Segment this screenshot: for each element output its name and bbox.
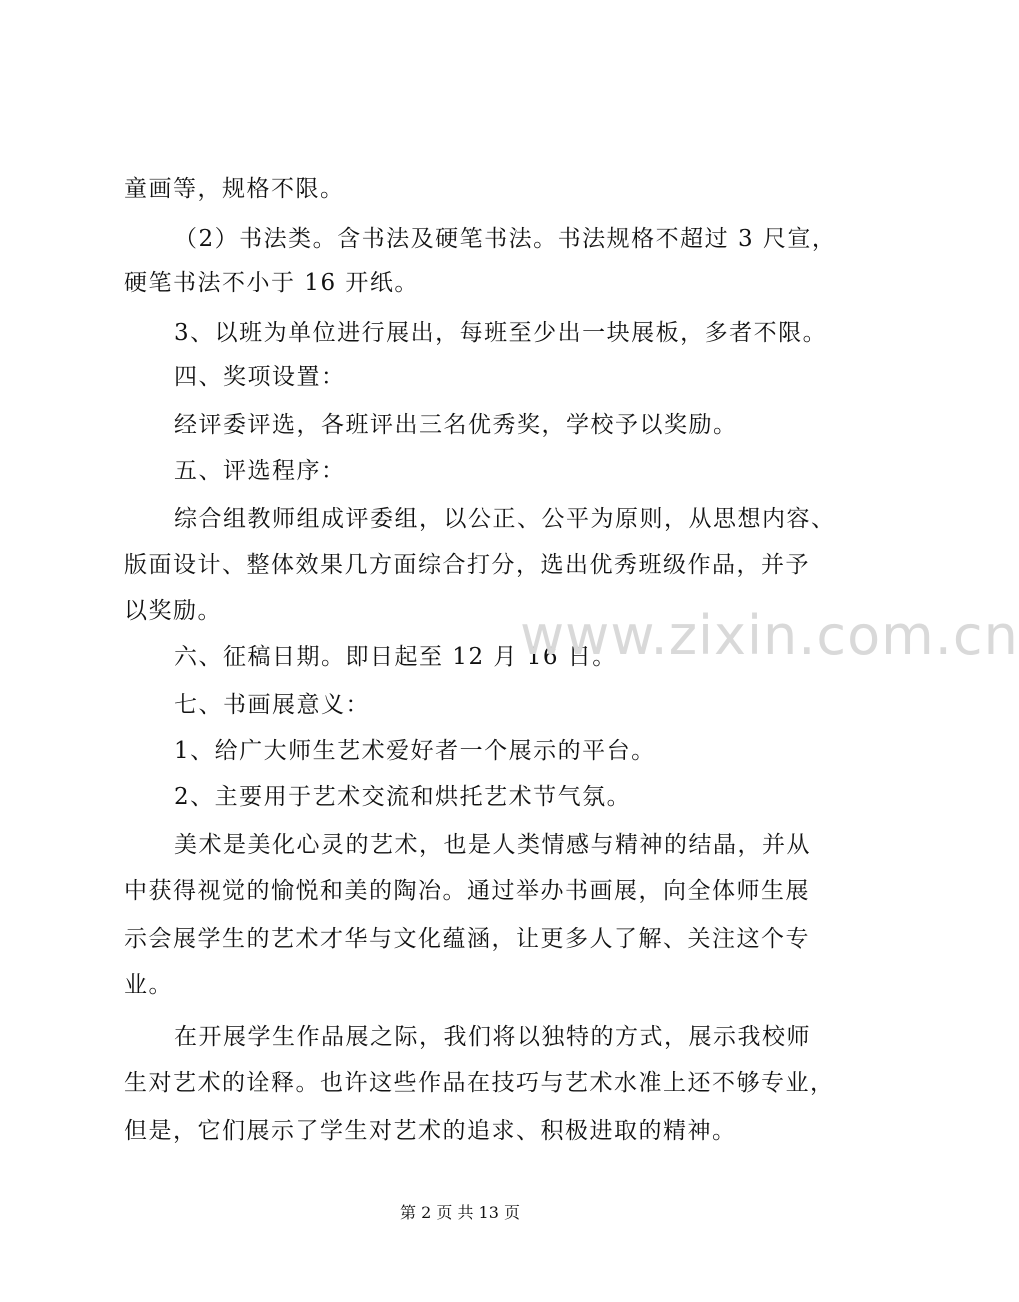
text-line: 中获得视觉的愉悦和美的陶冶。通过举办书画展，向全体师生展 — [124, 878, 810, 904]
text-line: 业。 — [124, 972, 173, 998]
text-line: 3、以班为单位进行展出，每班至少出一块展板，多者不限。 — [174, 320, 828, 346]
text-line: 但是，它们展示了学生对艺术的追求、积极进取的精神。 — [124, 1118, 737, 1144]
text-line: 以奖励。 — [124, 598, 222, 624]
text-line: 在开展学生作品展之际，我们将以独特的方式，展示我校师 — [174, 1024, 811, 1050]
watermark: www.zixin.com.cn — [520, 604, 1019, 667]
text-line: 1、给广大师生艺术爱好者一个展示的平台。 — [174, 738, 656, 764]
text-line: 版面设计、整体效果几方面综合打分，选出优秀班级作品，并予 — [124, 552, 810, 578]
text-line: 生对艺术的诠释。也许这些作品在技巧与艺术水准上还不够专业， — [124, 1070, 835, 1096]
text-line: 2、主要用于艺术交流和烘托艺术节气氛。 — [174, 784, 632, 810]
text-line: 童画等，规格不限。 — [124, 176, 345, 202]
page-footer: 第 2 页 共 13 页 — [400, 1203, 520, 1222]
text-line: 七、书画展意义： — [174, 692, 370, 718]
text-line: 六、征稿日期。即日起至 12 月 16 日。 — [174, 644, 617, 670]
text-line: 综合组教师组成评委组，以公正、公平为原则，从思想内容、 — [174, 506, 836, 532]
text-line: 示会展学生的艺术才华与文化蕴涵，让更多人了解、关注这个专 — [124, 926, 810, 952]
text-line: 五、评选程序： — [174, 458, 346, 484]
text-line: 经评委评选，各班评出三名优秀奖，学校予以奖励。 — [174, 412, 738, 438]
text-line: 美术是美化心灵的艺术，也是人类情感与精神的结晶，并从 — [174, 832, 811, 858]
text-line: 硬笔书法不小于 16 开纸。 — [124, 270, 419, 296]
text-line: （2）书法类。含书法及硬笔书法。书法规格不超过 3 尺宣， — [174, 226, 837, 252]
text-line: 四、奖项设置： — [174, 364, 346, 390]
